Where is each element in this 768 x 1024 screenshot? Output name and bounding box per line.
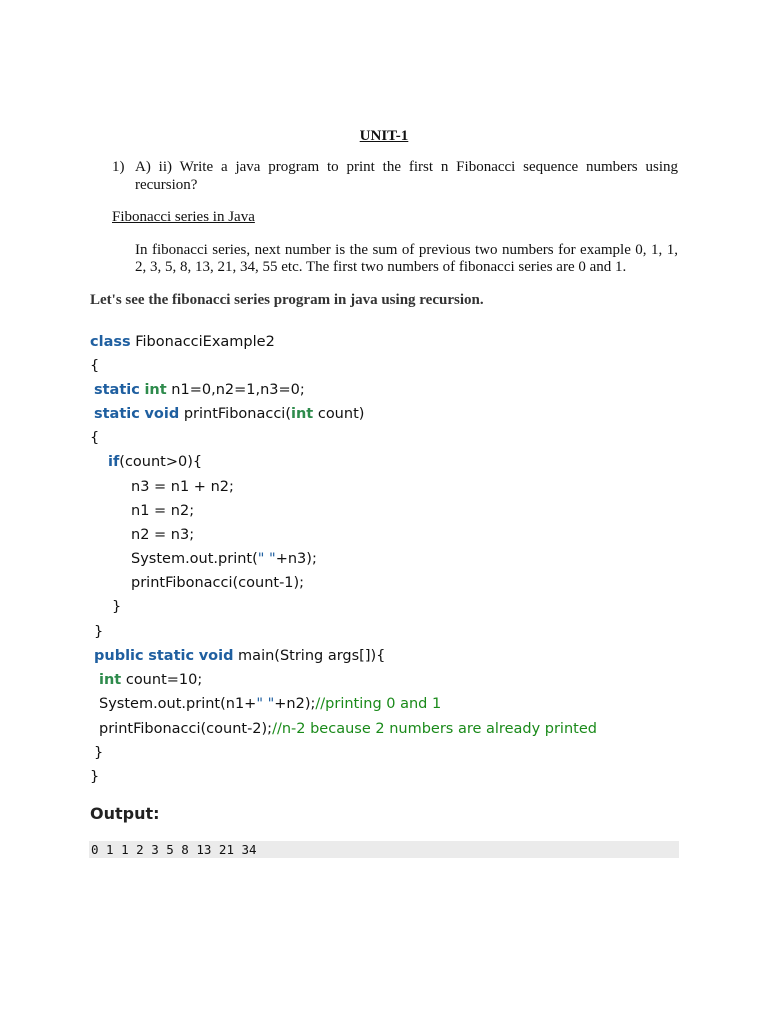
code-text: count) [313, 406, 365, 422]
unit-heading: UNIT-1 [359, 128, 409, 144]
code-text: System.out.print(n1+ [99, 696, 257, 712]
string-literal: " " [256, 696, 275, 712]
keyword: int [144, 382, 167, 398]
code-text: main(String args[]){ [233, 648, 386, 664]
output-label: Output: [90, 804, 160, 823]
code-text: FibonacciExample2 [130, 334, 275, 350]
code-text: count=10; [121, 672, 203, 688]
program-intro-line: Let's see the fibonacci series program in java using recursion. [90, 292, 484, 308]
keyword: void [144, 406, 180, 422]
string-literal: " " [257, 551, 276, 567]
code-line [99, 694, 441, 714]
code-line [94, 404, 364, 424]
keyword: public [94, 648, 144, 664]
code-line [99, 719, 597, 739]
code-line [108, 452, 202, 472]
output-text: 0 1 1 2 3 5 8 13 21 34 [91, 842, 257, 857]
keyword: static [94, 382, 140, 398]
code-line: { [90, 430, 100, 446]
code-line: { [90, 358, 100, 374]
code-text: System.out.print( [131, 551, 258, 567]
keyword: class [90, 334, 131, 350]
code-line: printFibonacci(count-1); [131, 575, 305, 591]
question-text: A) ii) Write a java program to print the first n Fibonacci sequence numbers using recursion? [135, 159, 678, 193]
keyword: int [291, 406, 314, 422]
code-line: n2 = n3; [131, 527, 195, 543]
code-text: +n3); [275, 551, 317, 567]
code-line [90, 332, 275, 352]
code-line: } [94, 624, 104, 640]
output-box [89, 841, 679, 858]
keyword: static [94, 406, 140, 422]
code-line [131, 549, 317, 569]
code-line [99, 670, 202, 690]
keyword: static [148, 648, 195, 664]
code-line [94, 380, 305, 400]
code-line: n3 = n1 + n2; [131, 479, 234, 495]
code-text: n1=0,n2=1,n3=0; [166, 382, 305, 398]
intro-paragraph: In fibonacci series, next number is the sum of previous two numbers for example 0, 1, 1, 2, 3, 5, 8, 13, 21, 34, 55 etc. The first two numbers of fibonacci series are 0 and 1. [135, 242, 678, 275]
code-text: printFibonacci( [179, 406, 291, 422]
keyword: int [99, 672, 122, 688]
keyword: if [108, 454, 120, 470]
question-number: 1) [112, 159, 125, 175]
code-line: } [112, 599, 122, 615]
code-line [94, 646, 385, 666]
code-line: n1 = n2; [131, 503, 195, 519]
code-text: +n2); [274, 696, 316, 712]
code-line: } [90, 769, 100, 785]
code-comment: //n-2 because 2 numbers are already printed [272, 721, 597, 737]
code-line: } [94, 745, 104, 761]
section-subheading: Fibonacci series in Java [112, 209, 255, 225]
code-comment: //printing 0 and 1 [315, 696, 442, 712]
code-text: (count>0){ [119, 454, 203, 470]
code-text: printFibonacci(count-2); [99, 721, 273, 737]
keyword: void [198, 648, 234, 664]
question [112, 158, 678, 194]
